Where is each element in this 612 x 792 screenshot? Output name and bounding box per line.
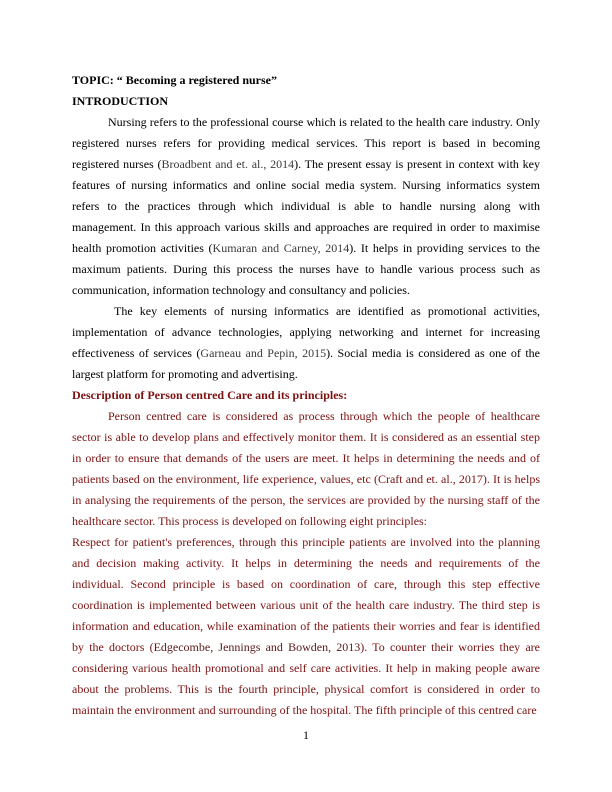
text-run: ). It is helps in analysing the requirements of the person, the services are provided by the nursing staff of the healthcare sector. This process is developed on following eight principles: bbox=[72, 472, 540, 528]
document-body bbox=[72, 70, 540, 721]
citation: Craft and et. al., 2017 bbox=[377, 472, 483, 486]
text-run: ). Social media is considered as one of the largest platform for promoting and advertising. bbox=[72, 346, 540, 381]
text-run: ). It helps in providing services to the maximum patients. During this process the nurses have to handle various process such as communication, information technology and consultancy and policies. bbox=[72, 241, 540, 297]
description-paragraph-1 bbox=[72, 406, 540, 532]
text-run: ). To counter their worries they are considering various health promotional and self care activities. It help in making people aware about the problems. This is the fourth principle, physical comfort is considered in order to maintain the environment and surrounding of the hospital. The fifth principle of this centred care bbox=[72, 640, 540, 717]
text-run: The key elements of nursing informatics are identified as promotional activities, implementation of advance technologies, applying networking and internet for increasing effectiveness of services ( bbox=[72, 304, 540, 360]
topic-title: TOPIC: “ Becoming a registered nurse” bbox=[72, 73, 277, 87]
description-heading: Description of Person centred Care and its principles: bbox=[72, 388, 348, 402]
text-run: Nursing refers to the professional course which is related to the health care industry. Only registered nurses refers for providing medical services. This report is based in becoming registered nurses ( bbox=[72, 115, 540, 171]
description-paragraph-2 bbox=[72, 532, 540, 721]
text-run: Person centred care is considered as process through which the people of healthcare sector is able to develop plans and effectively monitor them. It is considered as an essential step in order to ensure that demands of the users are meet. It helps in determining the needs and of patients based on the environment, life experience, values, etc ( bbox=[72, 409, 540, 486]
citation: Garneau and Pepin, 2015 bbox=[200, 346, 327, 360]
introduction-heading: INTRODUCTION bbox=[72, 94, 169, 108]
citation: Kumaran and Carney, 2014 bbox=[212, 241, 350, 255]
intro-paragraph-1 bbox=[72, 112, 540, 301]
citation: Broadbent and et. al., 2014 bbox=[161, 157, 295, 171]
text-run: ). The present essay is present in context with key features of nursing informatics and online social media system. Nursing informatics system refers to the practices through which individual is able to handle nursing along with management. In this approach various skills and approaches are required in order to maximise health promotion activities ( bbox=[72, 157, 540, 255]
text-run: Respect for patient's preferences, through this principle patients are involved into the planning and decision making activity. It helps in determining the needs and requirements of the individual. Second principle is based on coordination of care, through this step effective coordination is implemented between various unit of the health care industry. The third step is information and education, while examination of the patients their worries and fear is identified by the doctors ( bbox=[72, 535, 540, 654]
page-number: 1 bbox=[303, 728, 309, 742]
intro-paragraph-2 bbox=[72, 301, 540, 385]
citation: Edgecombe, Jennings and Bowden, 2013 bbox=[153, 640, 361, 654]
